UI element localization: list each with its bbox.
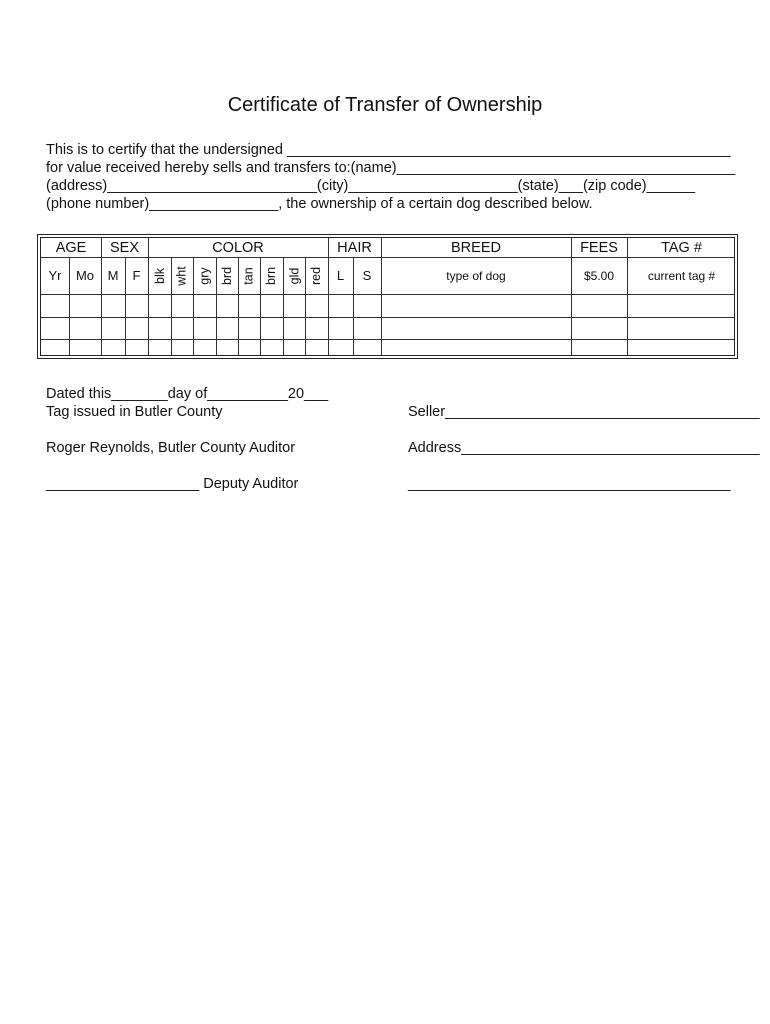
breed-value: type of dog <box>446 268 506 283</box>
subheader-brindle <box>216 257 238 294</box>
subheader-year: Yr <box>48 268 62 283</box>
subheader-red <box>305 257 328 294</box>
tag-value: current tag # <box>647 268 716 283</box>
subheader-label: gld <box>287 267 301 284</box>
subheader-male: M <box>107 268 119 283</box>
statement-line: (phone number)________________, the ownership of a certain dog described below. <box>46 196 593 212</box>
header-hair: HAIR <box>337 239 372 256</box>
subheader-label: blk <box>152 267 167 284</box>
subheader-tan <box>238 257 260 294</box>
statement-line: for value received hereby sells and transfers to:(name)__________________________________________ <box>46 160 736 176</box>
subheader-white <box>171 257 193 294</box>
auditor-name: Roger Reynolds, Butler County Auditor <box>46 440 296 456</box>
statement-line: This is to certify that the undersigned _______________________________________________________ <box>46 142 731 158</box>
fees-value: $5.00 <box>583 268 615 283</box>
document-title: Certificate of Transfer of Ownership <box>227 94 543 116</box>
dated-line: Dated this_______day of__________20___ <box>46 386 329 402</box>
subheader-female: F <box>132 268 141 283</box>
subheader-brown <box>260 257 283 294</box>
subheader-gold <box>283 257 305 294</box>
header-color: COLOR <box>212 239 264 256</box>
dog-description-table <box>37 234 738 359</box>
subheader-label: tan <box>241 266 256 285</box>
subheader-gray <box>193 257 216 294</box>
subheader-black <box>148 257 171 294</box>
row-divider <box>41 294 734 295</box>
signature-line: ________________________________________ <box>408 476 731 492</box>
header-fees: FEES <box>580 239 618 256</box>
subheader-long: L <box>336 268 345 283</box>
subheader-label: gry <box>197 266 212 285</box>
subheader-short: S <box>362 268 372 283</box>
header-breed: BREED <box>451 239 501 256</box>
tag-issued-text: Tag issued in Butler County <box>46 404 223 420</box>
table-grid <box>40 237 735 356</box>
header-tag: TAG # <box>661 239 702 256</box>
subheader-label: wht <box>174 265 189 286</box>
transfer-statement <box>46 141 735 213</box>
header-sex: SEX <box>109 239 139 256</box>
subheader-label: red <box>309 266 324 285</box>
deputy-auditor-line: ___________________ Deputy Auditor <box>46 476 299 492</box>
seller-address-line: Address_____________________________________ <box>408 440 760 456</box>
row-divider <box>41 317 734 318</box>
statement-line: (address)__________________________(city)_____________________(state)___(zip code)______ <box>46 178 696 194</box>
subheader-month: Mo <box>75 268 95 283</box>
header-age: AGE <box>55 239 87 256</box>
subheader-label: brn <box>264 266 279 285</box>
seller-line: Seller_______________________________________ <box>408 404 760 420</box>
subheader-label: brd <box>219 266 234 285</box>
row-divider <box>41 339 734 340</box>
